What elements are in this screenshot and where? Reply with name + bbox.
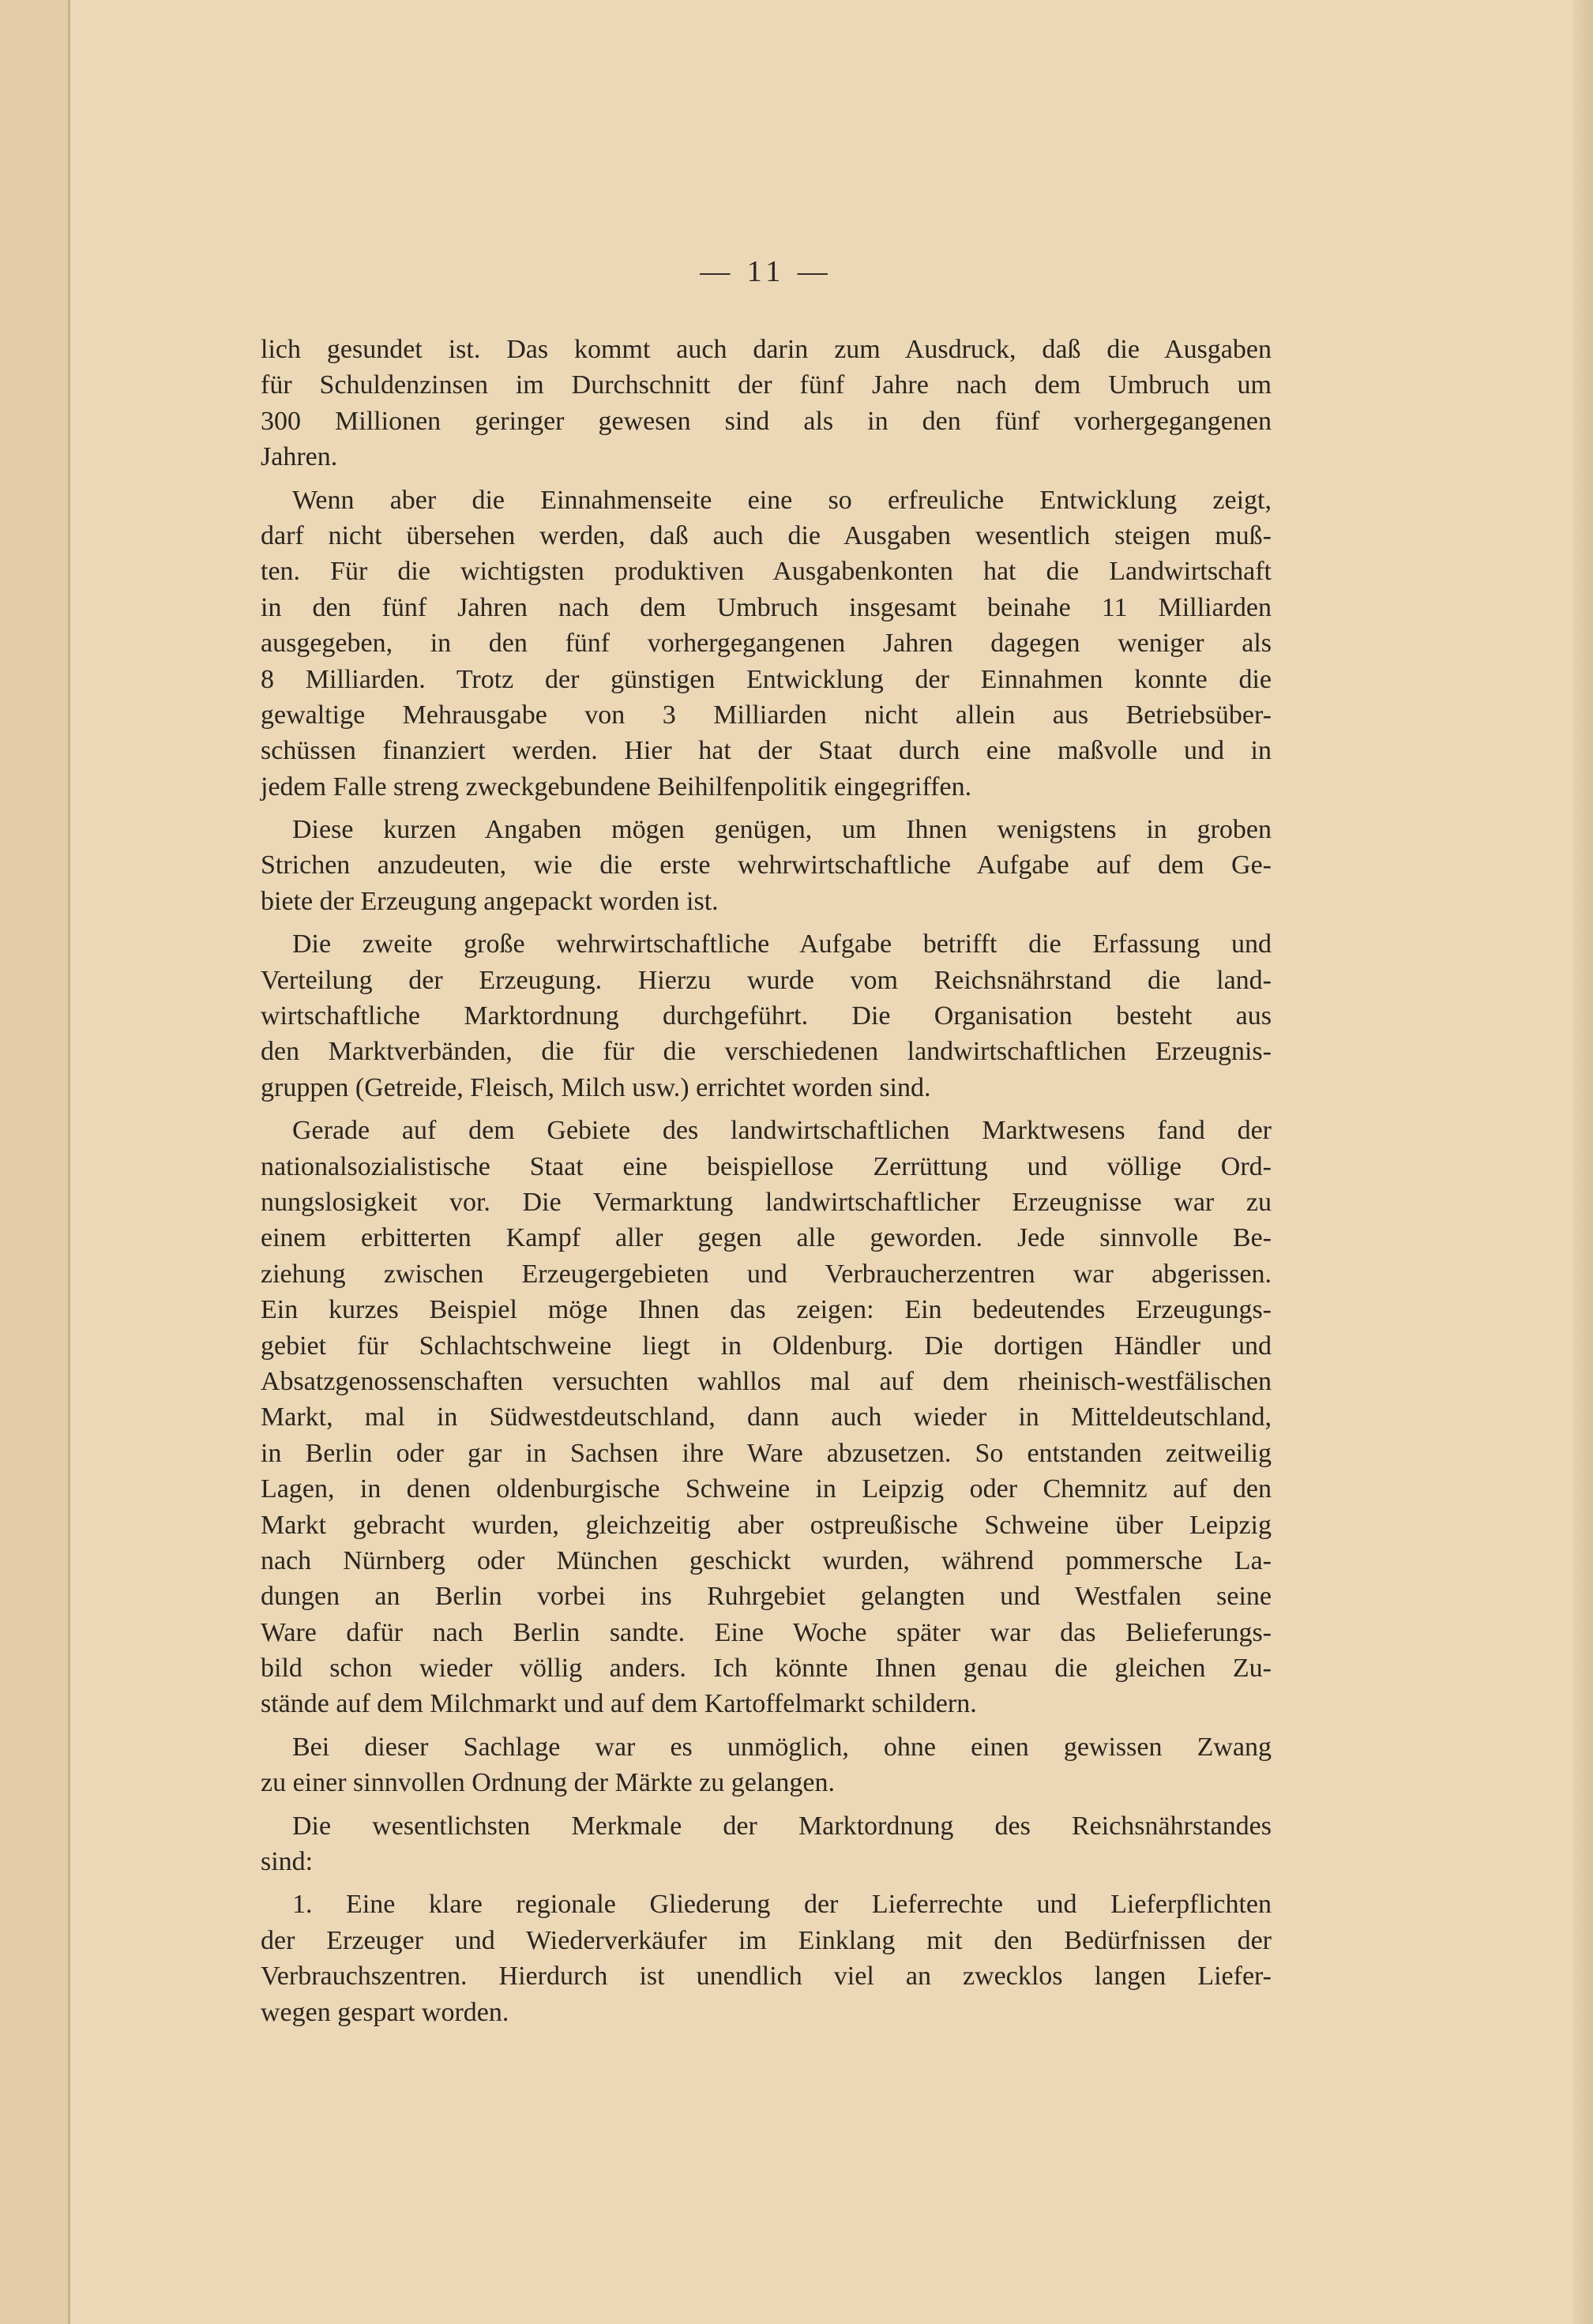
text-line: Markt, mal in Südwestdeutschland, dann auch wieder in Mitteldeutschland,: [261, 1402, 1272, 1432]
paragraph: [261, 1729, 1272, 1801]
text-line: 1. Eine klare regionale Gliederung der Lieferrechte und Lieferpflichten: [292, 1890, 1272, 1920]
text-line: Jahren.: [261, 442, 338, 472]
paragraph: [261, 332, 1272, 475]
text-line: biete der Erzeugung angepackt worden ist.: [261, 886, 719, 916]
text-line: gruppen (Getreide, Fleisch, Milch usw.) errichtet worden sind.: [261, 1072, 931, 1102]
text-line: gewaltige Mehrausgabe von 3 Milliarden nicht allein aus Betriebsüber-: [261, 700, 1272, 730]
text-line: nationalsozialistische Staat eine beispiellose Zerrüttung und völlige Ord-: [261, 1151, 1272, 1181]
text-line: 300 Millionen geringer gewesen sind als in den fünf vorhergegangenen: [261, 406, 1272, 436]
text-line: Strichen anzudeuten, wie die erste wehrwirtschaftliche Aufgabe auf dem Ge-: [261, 850, 1272, 880]
text-line: in den fünf Jahren nach dem Umbruch insgesamt beinahe 11 Milliarden: [261, 592, 1272, 622]
text-line: für Schuldenzinsen im Durchschnitt der fünf Jahre nach dem Umbruch um: [261, 370, 1272, 400]
text-line: nach Nürnberg oder München geschickt wurden, während pommersche La-: [261, 1545, 1272, 1575]
text-line: Verteilung der Erzeugung. Hierzu wurde vom Reichsnährstand die land-: [261, 965, 1272, 995]
text-line: stände auf dem Milchmarkt und auf dem Kartoffelmarkt schildern.: [261, 1689, 977, 1719]
text-line: Wenn aber die Einnahmenseite eine so erfreuliche Entwicklung zeigt,: [292, 485, 1272, 515]
paragraph: [261, 926, 1272, 1106]
text-line: Bei dieser Sachlage war es unmöglich, ohne einen gewissen Zwang: [292, 1732, 1272, 1762]
text-line: Markt gebracht wurden, gleichzeitig aber ostpreußische Schweine über Leipzig: [261, 1510, 1272, 1540]
paragraph: [261, 812, 1272, 919]
text-line: 8 Milliarden. Trotz der günstigen Entwicklung der Einnahmen konnte die: [261, 664, 1272, 694]
text-line: lich gesundet ist. Das kommt auch darin zum Ausdruck, daß die Ausgaben: [261, 335, 1272, 364]
page-number: — 11 —: [700, 255, 832, 288]
page-edge: [1572, 0, 1593, 2324]
text-line: ten. Für die wichtigsten produktiven Ausgabenkonten hat die Landwirtschaft: [261, 557, 1272, 587]
paragraph: [261, 482, 1272, 805]
paragraph: [261, 1887, 1272, 2030]
text-line: Absatzgenossenschaften versuchten wahllos mal auf dem rheinisch-westfälischen: [261, 1366, 1272, 1396]
text-line: jedem Falle streng zweckgebundene Beihilfenpolitik eingegriffen.: [261, 772, 972, 802]
text-line: schüssen finanziert werden. Hier hat der Staat durch eine maßvolle und in: [261, 736, 1272, 766]
text-line: Verbrauchszentren. Hierdurch ist unendlich viel an zwecklos langen Liefer-: [261, 1962, 1272, 1992]
text-line: Diese kurzen Angaben mögen genügen, um Ihnen wenigstens in groben: [292, 815, 1272, 845]
text-line: gebiet für Schlachtschweine liegt in Oldenburg. Die dortigen Händler und: [261, 1331, 1272, 1361]
text-line: Die wesentlichsten Merkmale der Marktordnung des Reichsnährstandes: [292, 1811, 1272, 1841]
text-line: dungen an Berlin vorbei ins Ruhrgebiet gelangten und Westfalen seine: [261, 1582, 1272, 1612]
text-line: in Berlin oder gar in Sachsen ihre Ware abzusetzen. So entstanden zeitweilig: [261, 1438, 1272, 1468]
text-line: Gerade auf dem Gebiete des landwirtschaftlichen Marktwesens fand der: [292, 1116, 1272, 1146]
binding-fold: [68, 0, 70, 2324]
text-line: wirtschaftliche Marktordnung durchgeführt. Die Organisation besteht aus: [261, 1001, 1272, 1031]
text-line: Ein kurzes Beispiel möge Ihnen das zeigen: Ein bedeutendes Erzeugungs-: [261, 1295, 1272, 1325]
paragraph: [261, 1113, 1272, 1722]
facing-page-margin: [0, 0, 68, 2324]
paragraph: [261, 1808, 1272, 1880]
text-line: Lagen, in denen oldenburgische Schweine in Leipzig oder Chemnitz auf den: [261, 1474, 1272, 1504]
text-line: den Marktverbänden, die für die verschiedenen landwirtschaftlichen Erzeugnis-: [261, 1037, 1272, 1067]
text-line: ausgegeben, in den fünf vorhergegangenen Jahren dagegen weniger als: [261, 629, 1272, 659]
text-line: darf nicht übersehen werden, daß auch die Ausgaben wesentlich steigen muß-: [261, 520, 1272, 550]
text-line: wegen gespart worden.: [261, 1997, 509, 2027]
text-line: zu einer sinnvollen Ordnung der Märkte zu gelangen.: [261, 1768, 835, 1798]
text-line: nungslosigkeit vor. Die Vermarktung landwirtschaftlicher Erzeugnisse war zu: [261, 1187, 1272, 1217]
text-line: der Erzeuger und Wiederverkäufer im Einklang mit den Bedürfnissen der: [261, 1925, 1272, 1955]
text-line: bild schon wieder völlig anders. Ich könnte Ihnen genau die gleichen Zu-: [261, 1654, 1272, 1684]
text-line: Ware dafür nach Berlin sandte. Eine Woche später war das Belieferungs-: [261, 1617, 1272, 1647]
text-line: sind:: [261, 1847, 314, 1877]
text-line: ziehung zwischen Erzeugergebieten und Verbraucherzentren war abgerissen.: [261, 1259, 1272, 1289]
text-line: einem erbitterten Kampf aller gegen alle geworden. Jede sinnvolle Be-: [261, 1223, 1272, 1253]
body-text: [261, 332, 1272, 2037]
text-line: Die zweite große wehrwirtschaftliche Aufgabe betrifft die Erfassung und: [292, 929, 1272, 959]
